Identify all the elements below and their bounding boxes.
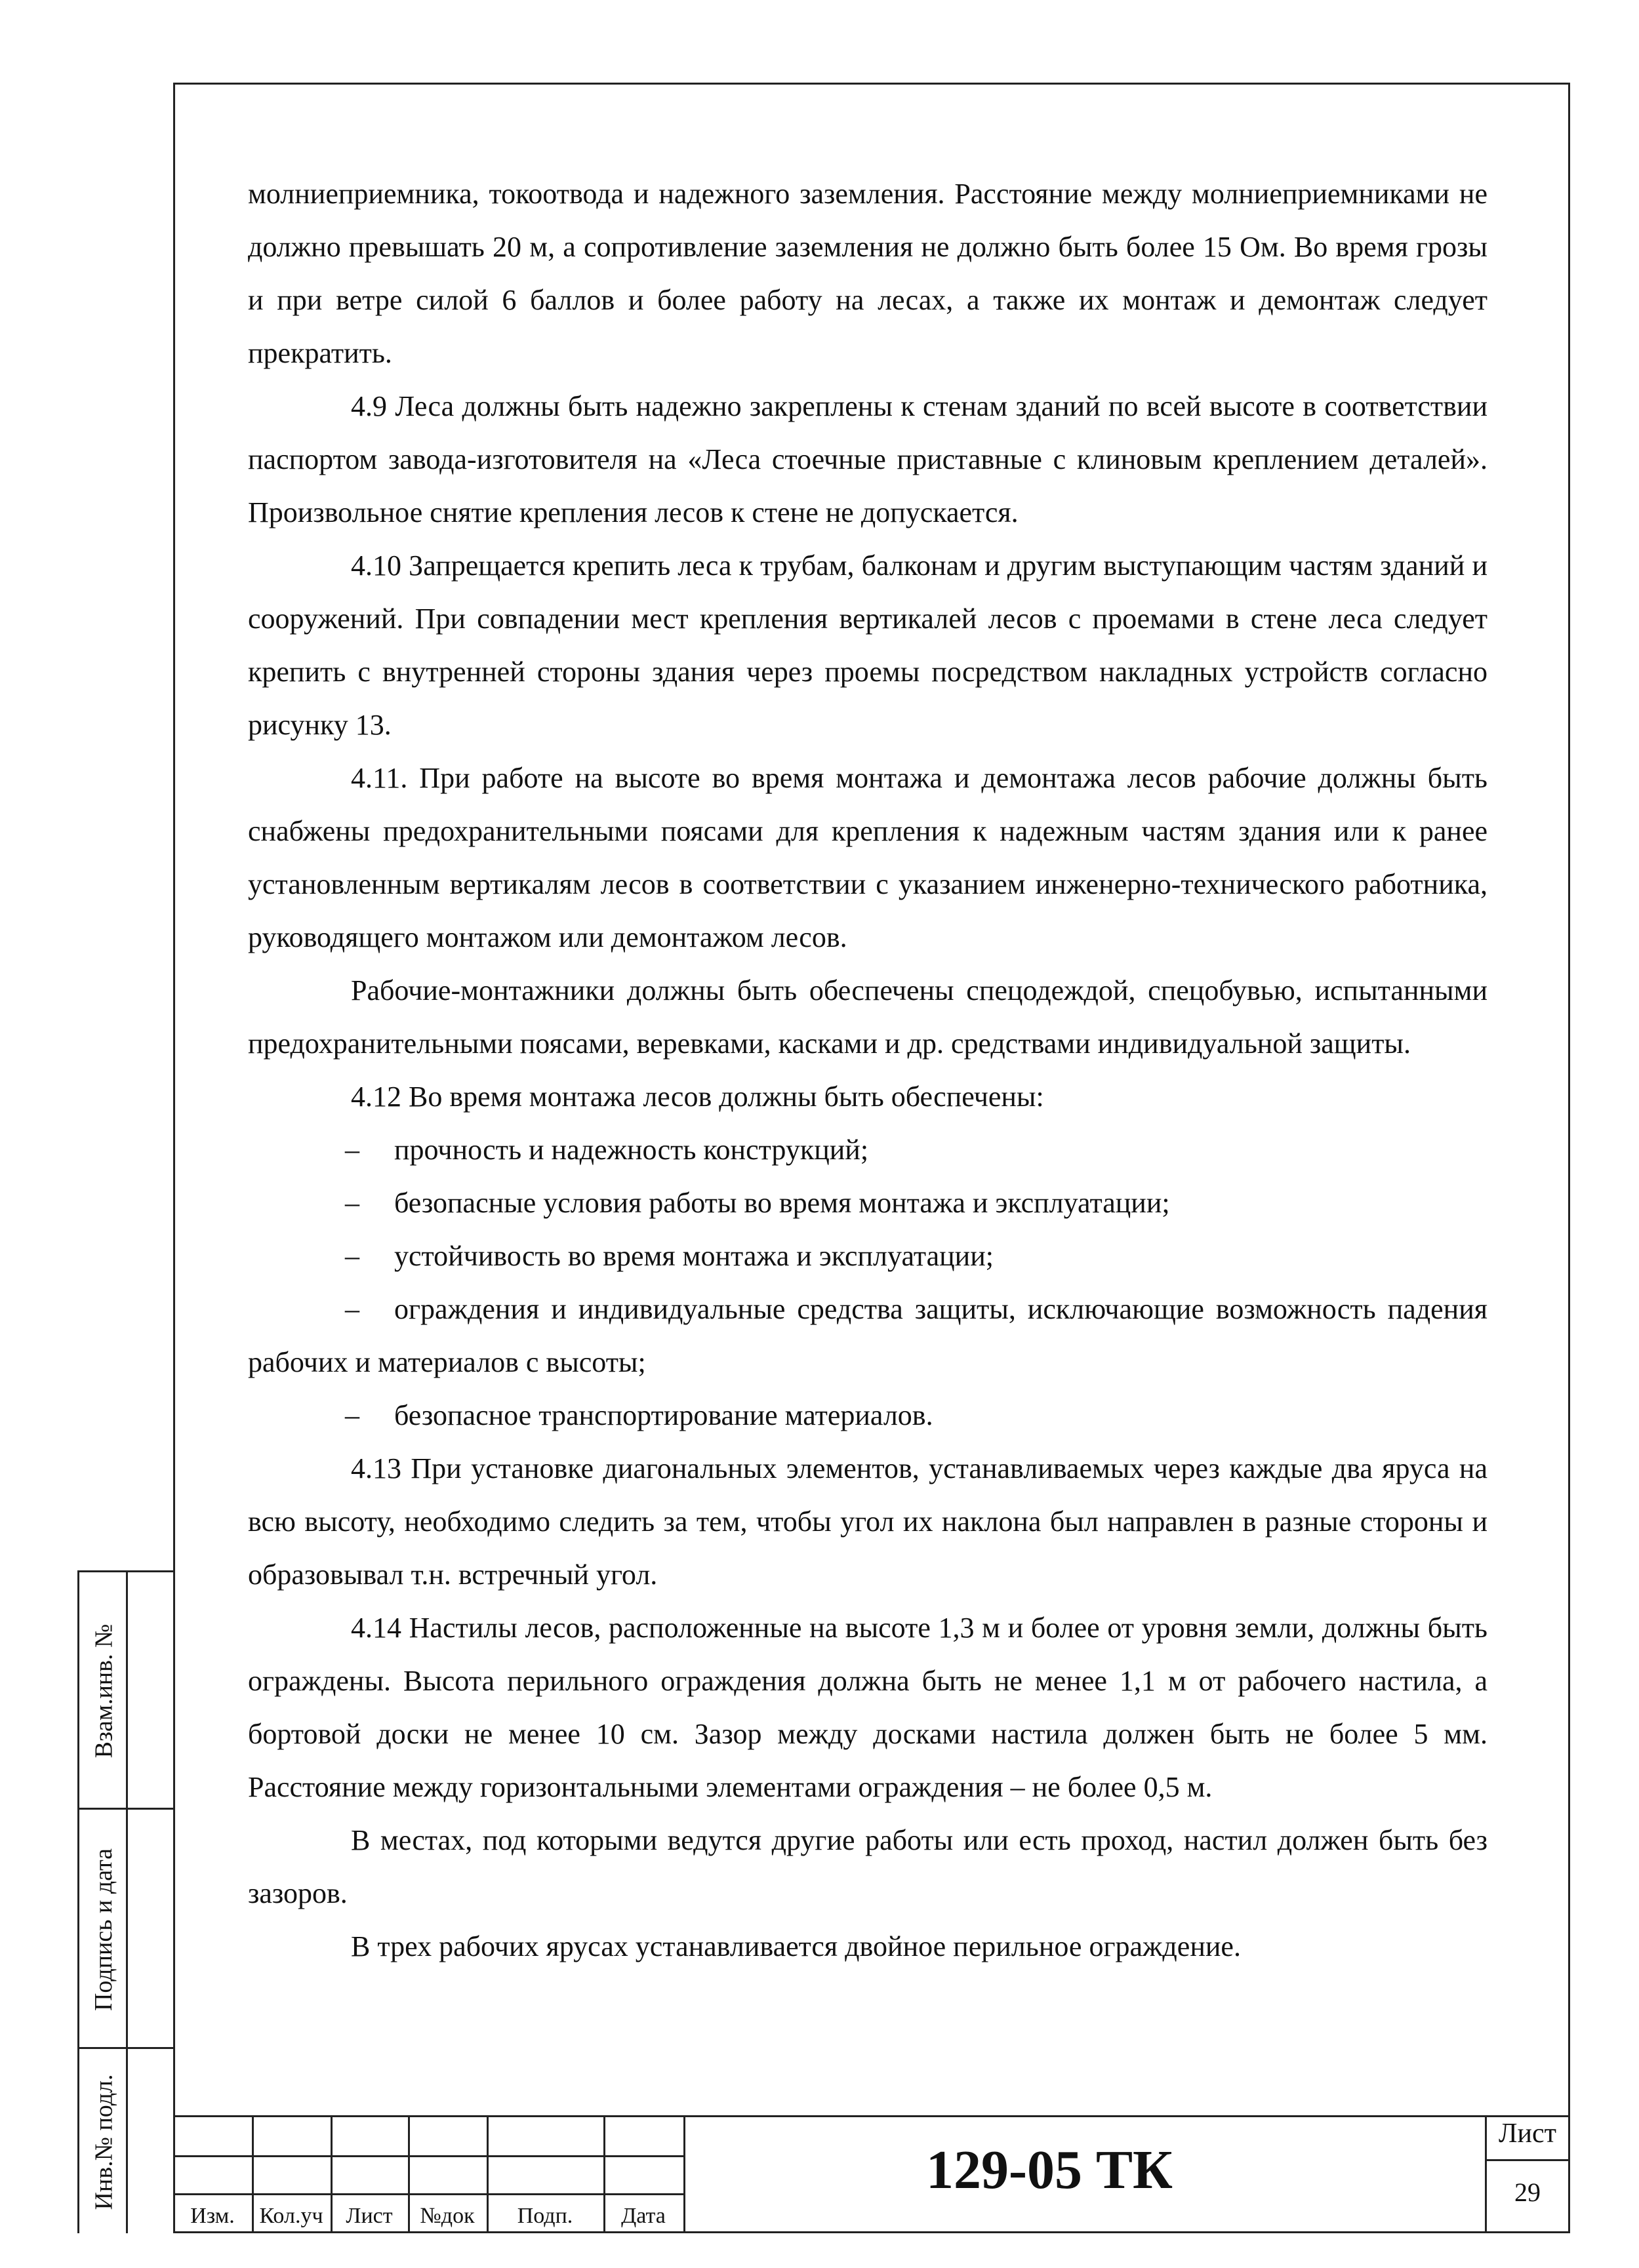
paragraph-workers: Рабочие-монтажники должны быть обеспечены спецодеждой, спецобувью, испытанными предохранительными поясами, веревками, касками и др. средствами индивидуальной защиты. bbox=[248, 974, 1487, 1060]
inv-original-label: Инв.№ подл. bbox=[90, 2074, 118, 2210]
list-item-text: ограждения и индивидуальные средства защиты, исключающие возможность падения рабочих и материалов с высоты; bbox=[248, 1293, 1487, 1378]
paragraph-railing: В трех рабочих ярусах устанавливается двойное перильное ограждение. bbox=[351, 1930, 1241, 1962]
paragraph-4-13: 4.13 При установке диагональных элементов, устанавливаемых через каждые два яруса на всю высоту, необходимо следить за тем, чтобы угол их наклона был направлен в разные стороны и образовывал т.н. встречный угол. bbox=[248, 1452, 1487, 1591]
dash-marker: – bbox=[345, 1399, 359, 1431]
paragraph-4-10: 4.10 Запрещается крепить леса к трубам, балконам и другим выступающим частям зданий и сооружений. При совпадении мест крепления вертикалей лесов с проемами в стене леса следует крепить с внутренней стороны здания через проемы посредством накладных устройств согласно рисунку 13. bbox=[248, 549, 1487, 741]
document-body bbox=[248, 167, 1487, 1973]
header-list: Лист bbox=[346, 2204, 393, 2228]
dash-marker: – bbox=[345, 1187, 359, 1219]
list-item bbox=[248, 1123, 1487, 1176]
paragraph-4-14: 4.14 Настилы лесов, расположенные на высоте 1,3 м и более от уровня земли, должны быть ограждены. Высота перильного ограждения должна быть не менее 1,1 м от рабочего настила, а бортовой доски не менее 10 см. Зазор между досками настила должен быть не более 5 мм. Расстояние между горизонтальными элементами ограждения – не более 0,5 м. bbox=[248, 1612, 1487, 1803]
paragraph-4-12: 4.12 Во время монтажа лесов должны быть обеспечены: bbox=[351, 1081, 1044, 1113]
signature-date-label: Подпись и дата bbox=[90, 1848, 118, 2011]
vzam-inv-label: Взам.инв. № bbox=[90, 1623, 118, 1759]
paragraph-4-11: 4.11. При работе на высоте во время монтажа и демонтажа лесов рабочие должны быть снабжены предохранительными поясами для крепления к надежным частям здания или к ранее установленным вертикалям лесов в соответствии с указанием инженерно-технического работника, руководящего монтажом или демонтажом лесов. bbox=[248, 762, 1487, 953]
list-item-text: безопасное транспортирование материалов. bbox=[394, 1399, 933, 1431]
sheet-label: Лист bbox=[1499, 2119, 1556, 2149]
paragraph-1: молниеприемника, токоотвода и надежного заземления. Расстояние между молниеприемниками не должно превышать 20 м, а сопротивление заземления не должно быть более 15 Ом. Во время грозы и при ветре силой 6 баллов и более работу на лесах, а также их монтаж и демонтаж следует прекратить. bbox=[248, 178, 1487, 369]
dash-marker: – bbox=[345, 1240, 359, 1272]
header-ndok: №док bbox=[420, 2204, 475, 2228]
header-izm: Изм. bbox=[190, 2204, 235, 2228]
document-code: 129-05 ТК bbox=[926, 2139, 1173, 2200]
title-block-sheet-divider bbox=[1485, 2159, 1570, 2161]
list-item bbox=[248, 1389, 1487, 1442]
header-kol-uch: Кол.уч bbox=[259, 2204, 323, 2228]
list-item bbox=[248, 1229, 1487, 1283]
list-item bbox=[248, 1176, 1487, 1229]
sheet-number: 29 bbox=[1514, 2178, 1541, 2207]
header-podp: Подп. bbox=[517, 2204, 573, 2228]
title-block-row-line bbox=[173, 2193, 683, 2195]
list-item bbox=[248, 1283, 1487, 1389]
list-item-text: безопасные условия работы во время монтажа и эксплуатации; bbox=[394, 1187, 1170, 1219]
side-stamp bbox=[77, 1570, 173, 2233]
dash-marker: – bbox=[345, 1134, 359, 1166]
list-item-text: прочность и надежность конструкций; bbox=[394, 1134, 869, 1166]
paragraph-4-9: 4.9 Леса должны быть надежно закреплены к стенам зданий по всей высоте в соответствии паспортом завода-изготовителя на «Леса стоечные приставные с клиновым креплением деталей». Произвольное снятие крепления лесов к стене не допускается. bbox=[248, 390, 1487, 528]
title-block-column-line bbox=[683, 2117, 685, 2233]
list-item-text: устойчивость во время монтажа и эксплуатации; bbox=[394, 1240, 994, 1272]
dash-marker: – bbox=[345, 1293, 359, 1325]
title-block-row-line bbox=[173, 2155, 683, 2157]
header-data: Дата bbox=[621, 2204, 666, 2228]
paragraph-passage: В местах, под которыми ведутся другие работы или есть проход, настил должен быть без зазоров. bbox=[248, 1824, 1487, 1909]
